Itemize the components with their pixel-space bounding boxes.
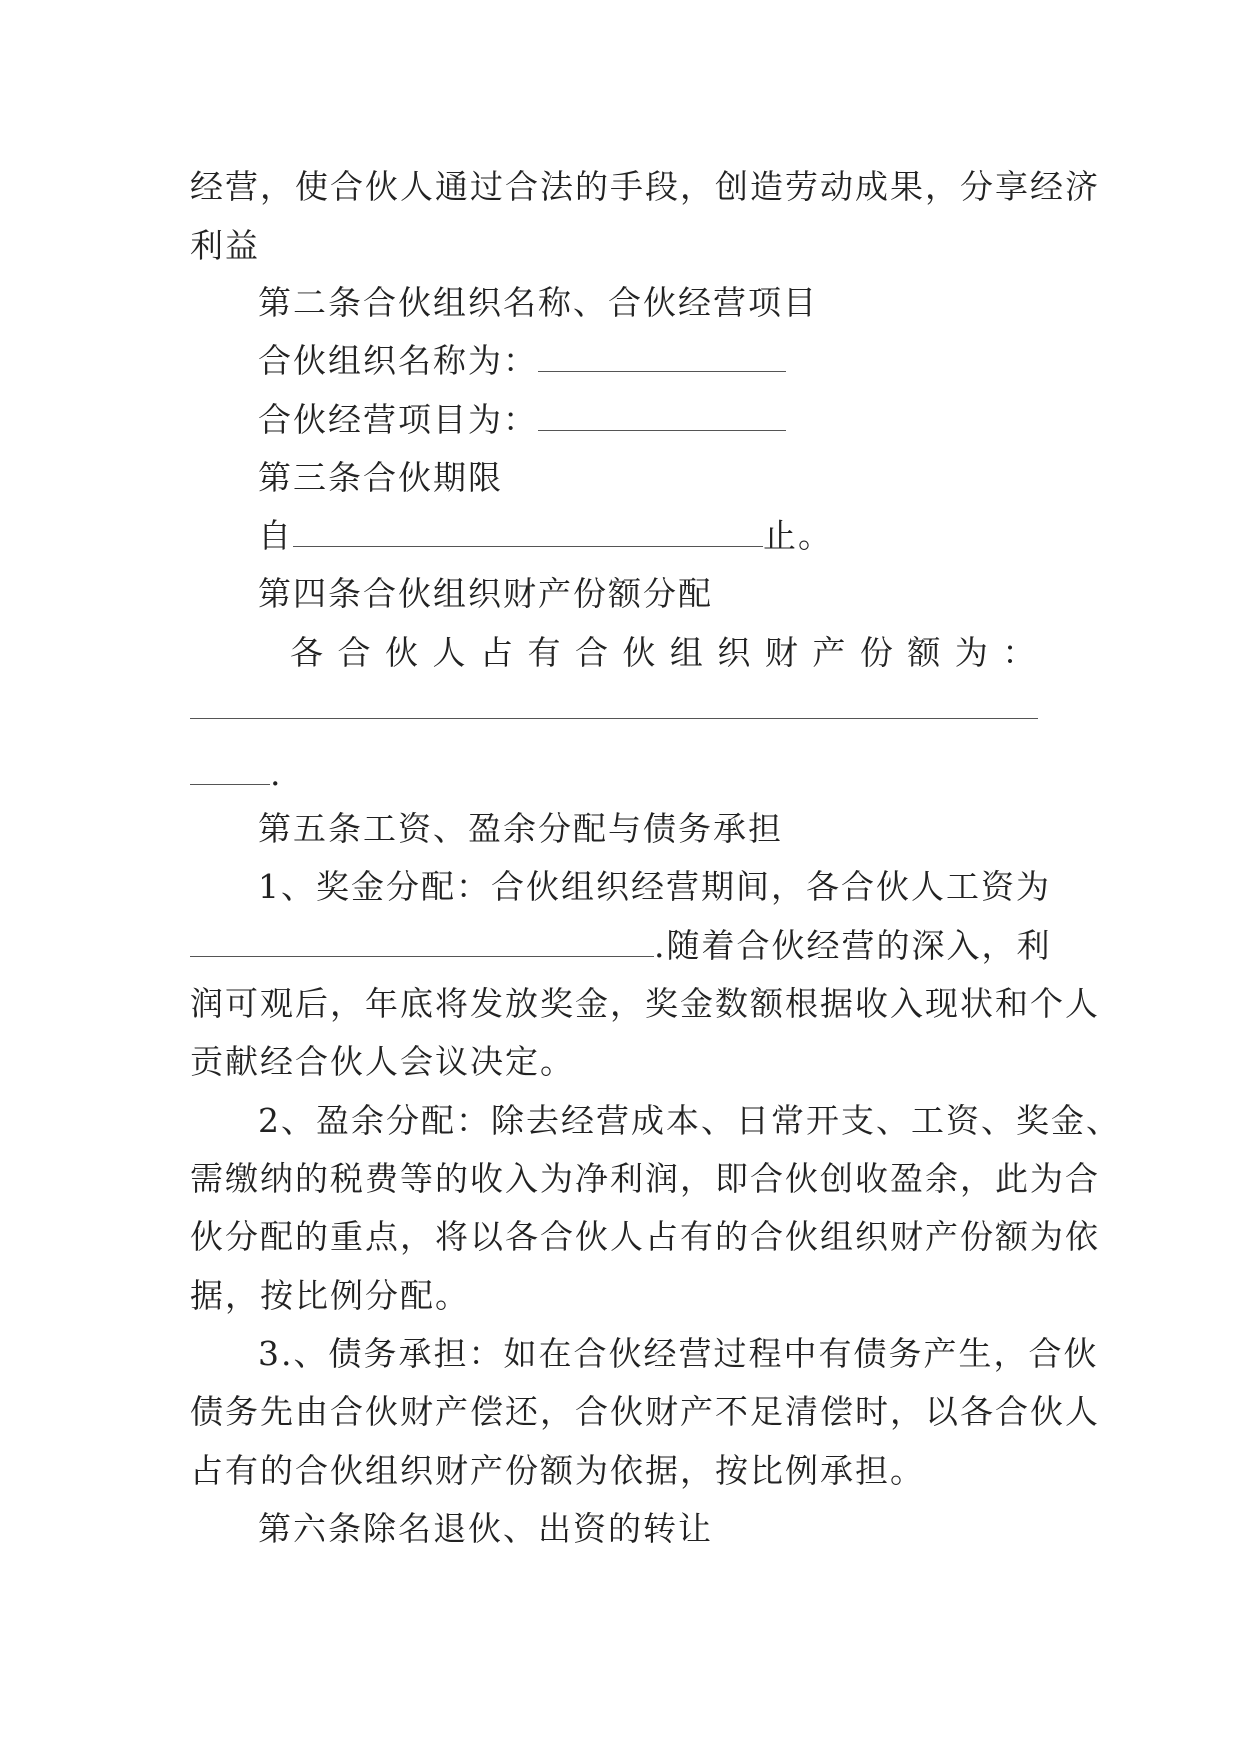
term-line (258, 516, 833, 556)
text-line: 利益 (190, 226, 260, 265)
text-line: 占有的合伙组织财产份额为依据，按比例承担。 (190, 1451, 925, 1490)
text-line: 2、盈余分配：除去经营成本、日常开支、工资、奖金、 (258, 1101, 1121, 1140)
term-blank (293, 518, 763, 547)
salary-blank (190, 928, 654, 957)
org-name-label: 合伙组织名称为： (258, 341, 538, 380)
text-line: 伙分配的重点，将以各合伙人占有的合伙组织财产份额为依 (190, 1217, 1100, 1256)
business-item-label: 合伙经营项目为： (258, 400, 538, 439)
article-heading: 第三条合伙期限 (258, 458, 503, 497)
article-heading: 第五条工资、盈余分配与债务承担 (258, 809, 783, 848)
org-name-blank (538, 343, 786, 372)
text-line: 3.、债务承担：如在合伙经营过程中有债务产生，合伙 (258, 1334, 1099, 1373)
salary-text: .随着合伙经营的深入，利 (654, 926, 1052, 965)
property-share-blank-end (190, 756, 270, 785)
article-heading: 第六条除名退伙、出资的转让 (258, 1509, 713, 1548)
term-to-label: 止。 (763, 516, 833, 555)
text-line: 需缴纳的税费等的收入为净利润，即合伙创收盈余，此为合 (190, 1159, 1100, 1198)
business-item-blank (538, 402, 786, 431)
period-text: . (270, 754, 283, 793)
text-line: 润可观后，年底将发放奖金，奖金数额根据收入现状和个人 (190, 984, 1100, 1023)
term-from-label: 自 (258, 516, 293, 555)
property-share-blank (190, 718, 1038, 719)
article-heading: 第四条合伙组织财产份额分配 (258, 574, 713, 613)
text-line: 经营，使合伙人通过合法的手段，创造劳动成果，分享经济 (190, 167, 1100, 206)
salary-line (190, 926, 1052, 966)
text-line: 债务先由合伙财产偿还，合伙财产不足清偿时，以各合伙人 (190, 1392, 1100, 1431)
text-line: 1、奖金分配：合伙组织经营期间，各合伙人工资为 (258, 867, 1051, 906)
business-item-line (258, 400, 786, 440)
org-name-line (258, 341, 786, 381)
article-heading: 第二条合伙组织名称、合伙经营项目 (258, 283, 818, 322)
text-line: 贡献经合伙人会议决定。 (190, 1042, 575, 1081)
text-line: 据，按比例分配。 (190, 1276, 470, 1315)
property-share-line: 各 合 伙 人 占 有 合 伙 组 织 财 产 份 额 为 ： (290, 633, 1038, 672)
property-share-end-line (190, 754, 283, 794)
